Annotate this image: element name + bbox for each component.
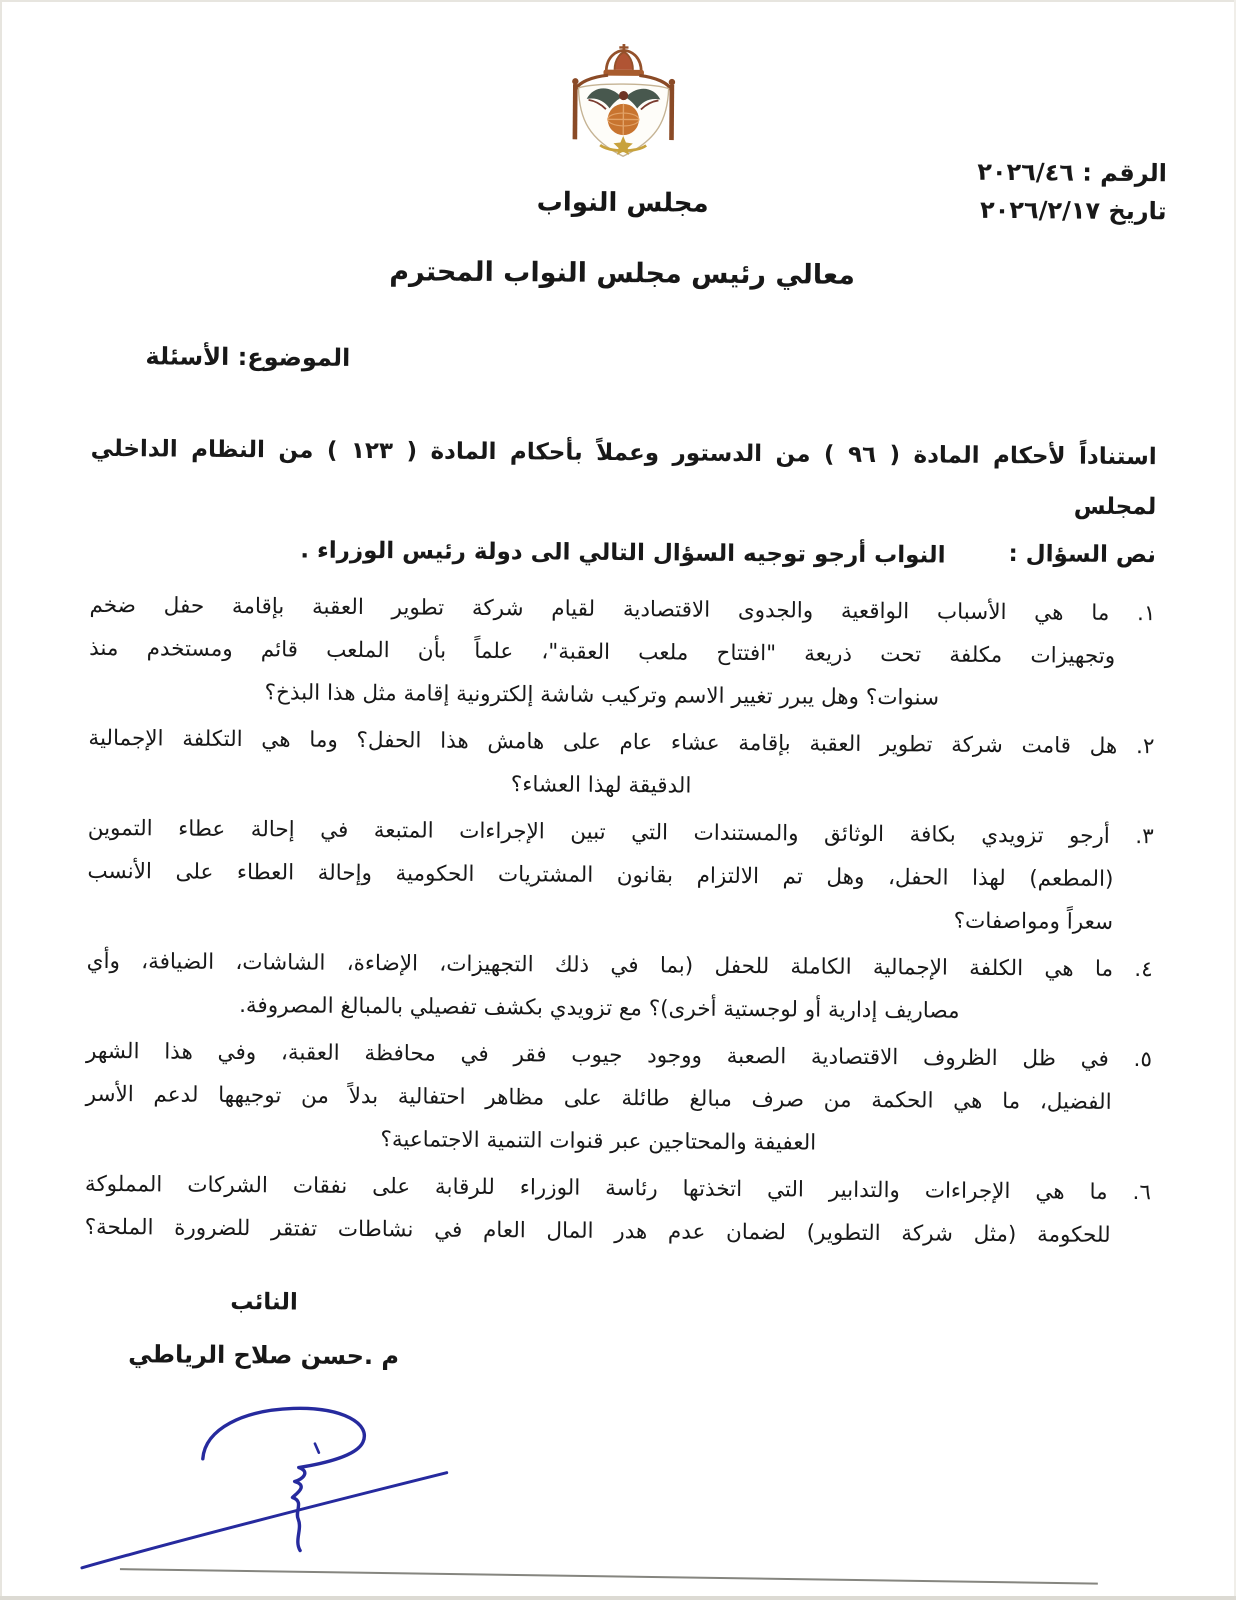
question-first-line: ٦. ما هي الإجراءات والتدابير التي اتخذتها رئاسة الوزراء للرقابة على نفقات الشركات المملوكة	[84, 1171, 1152, 1206]
question-line: سعراً ومواصفات؟	[953, 908, 1114, 935]
question-item	[87, 807, 1154, 944]
handwritten-signature	[64, 1382, 466, 1585]
question-first-line: ٢. هل قامت شركة تطوير العقبة بإقامة عشاء عام على هامش هذا الحفل؟ وما هي التكلفة الإجمالية	[88, 725, 1155, 760]
question-line: وتجهيزات مكلفة تحت ذريعة "افتتاح ملعب العقبة"، علماً بأن الملعب قائم ومستخدم منذ	[89, 635, 1116, 669]
question-first-line: ٥. في ظل الظروف الاقتصادية الصعبة ووجود جيوب فقر في محافظة العقبة، وفي هذا الشهر	[85, 1038, 1153, 1073]
question-line: (المطعم) لهذا الحفل، وهل تم الالتزام بقانون المشتريات الحكومية وإحالة العطاء على الأنسب	[87, 858, 1114, 892]
ref-date-line: تاريخ ٢٠٢٦/٢/١٧	[979, 195, 1167, 226]
question-item	[84, 1163, 1151, 1257]
question-item	[88, 717, 1155, 811]
question-continuation	[87, 850, 1114, 944]
question-line: الدقيقة لهذا العشاء؟	[510, 772, 692, 799]
signature-name: م .حسن صلاح الرياطي	[128, 1340, 400, 1371]
intro-paragraph	[90, 424, 1157, 582]
question-continuation	[84, 1206, 1110, 1257]
question-line: العفيفة والمحتاجين عبر قنوات التنمية الاجتماعية؟	[380, 1127, 817, 1156]
question-first-line: ١. ما هي الأسباب الواقعية والجدوى الاقتصادية لقيام شركة تطوير العقبة بإقامة حفل ضخم	[89, 592, 1156, 627]
question-item	[86, 940, 1153, 1034]
question-first-line: ٤. ما هي الكلفة الإجمالية الكاملة للحفل (بما في ذلك التجهيزات، الإضاءة، الشاشات، الضيافة، وأي	[86, 948, 1153, 983]
jordan-coat-of-arms-icon	[538, 43, 709, 182]
question-item	[85, 1030, 1152, 1167]
intro-line: استناداً لأحكام المادة ( ٩٦ ) من الدستور وعملاً بأحكام المادة ( ١٢٣ ) من النظام الداخلي لمجلس	[90, 435, 1157, 521]
question-line: للحكومة (مثل شركة التطوير) لضمان عدم هدر المال العام في نشاطات تفتقر للضرورة الملحة؟	[84, 1214, 1111, 1248]
question-continuation	[85, 1073, 1112, 1167]
questions-list	[84, 584, 1155, 1261]
question-first-line: ٣. أرجو تزويدي بكافة الوثائق والمستندات التي تبين الإجراءات المتبعة في إحالة عطاء التموين	[87, 815, 1154, 850]
intro-line: النواب أرجو توجيه السؤال التالي الى دولة رئيس الوزراء .	[300, 537, 946, 569]
recipient-line: معالي رئيس مجلس النواب المحترم	[389, 256, 856, 291]
ref-number-line: الرقم : ٢٠٢٦/٤٦	[977, 157, 1168, 188]
subject-line: الموضوع: الأسئلة	[145, 342, 351, 372]
question-continuation	[89, 627, 1116, 721]
logo-caption: مجلس النواب	[536, 187, 709, 219]
question-continuation	[86, 983, 1112, 1034]
question-line: مصاريف إدارية أو لوجستية أخرى)؟ مع تزويدي بكشف تفصيلي بالمبالغ المصروفة.	[239, 993, 960, 1024]
coat-of-arms-logo	[503, 43, 744, 219]
signature-block	[114, 1288, 415, 1370]
signature-title: النائب	[230, 1288, 298, 1316]
question-heading: نص السؤال :	[1008, 541, 1157, 569]
question-line: سنوات؟ وهل يبرر تغيير الاسم وتركيب شاشة إلكترونية إقامة مثل هذا البذخ؟	[264, 680, 940, 711]
question-line: الفضيل، ما هي الحكمة من صرف مبالغ طائلة على مظاهر احتفالية بدلاً من توجيهها لدعم الأسر	[85, 1081, 1112, 1115]
reference-block	[977, 153, 1167, 230]
question-item	[89, 584, 1156, 721]
question-continuation	[88, 760, 1114, 811]
